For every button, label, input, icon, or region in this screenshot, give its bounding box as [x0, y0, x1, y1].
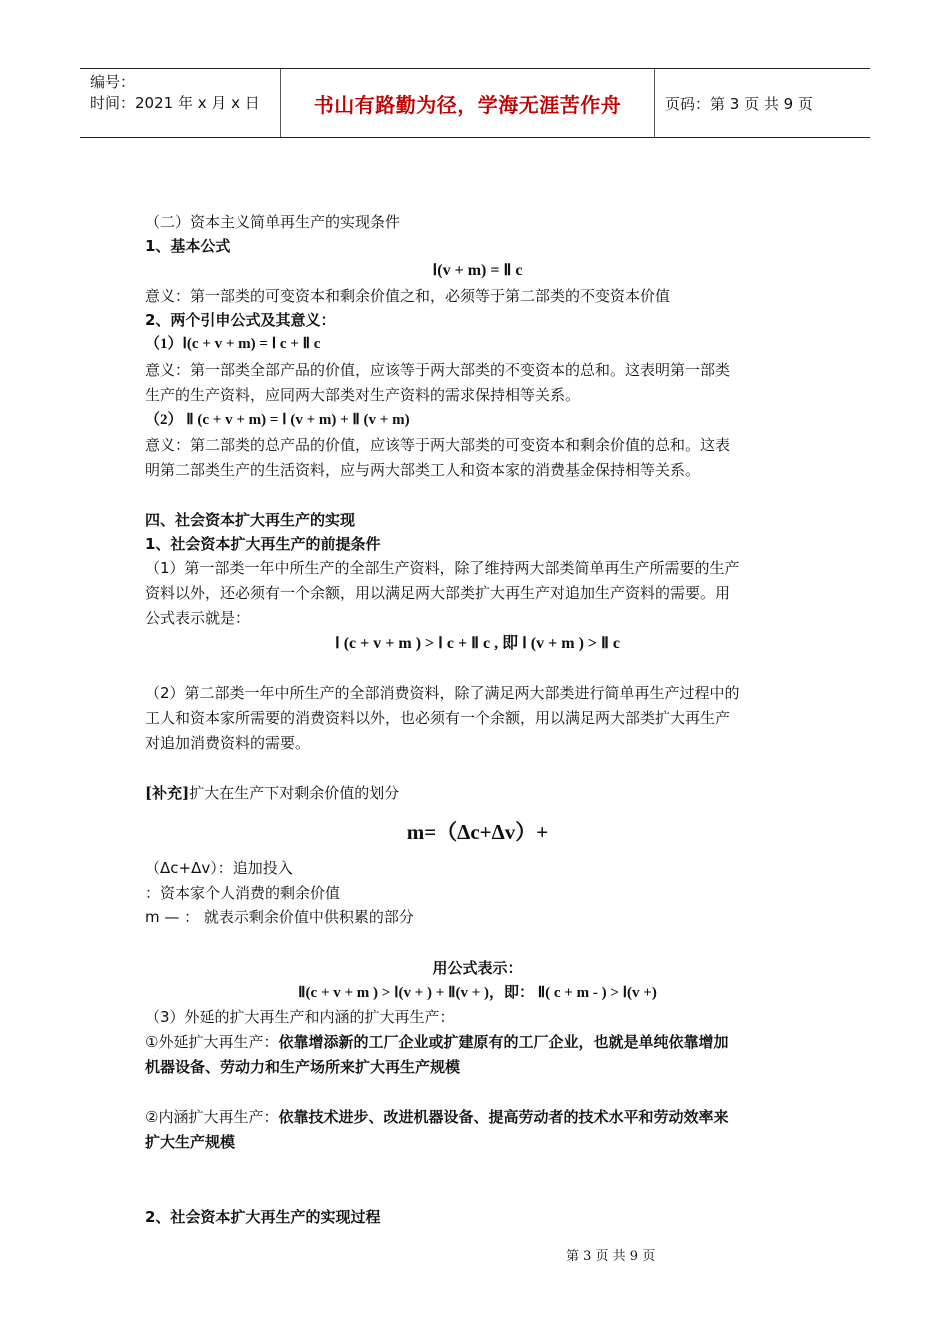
time-label: 时间：2021 年 x 月 x 日 [90, 94, 260, 112]
section-heading: （二）资本主义简单再生产的实现条件 [145, 213, 401, 231]
paragraph-line: ：资本家个人消费的剩余价值 [145, 884, 341, 902]
paragraph-line [145, 1106, 728, 1128]
formula: m=（Δc+Δv）+ [406, 820, 549, 844]
paragraph-line: （1）第一部类一年中所生产的全部生产资料，除了维持两大部类简单再生产所需要的生产 [145, 559, 740, 577]
term-label: ②内涵扩大再生产： [145, 1108, 279, 1126]
paragraph-line: 扩大生产规模 [145, 1133, 236, 1151]
term-label: ①外延扩大再生产： [145, 1033, 279, 1051]
paragraph-line: 意义：第一部类的可变资本和剩余价值之和，必须等于第二部类的不变资本价值 [145, 287, 671, 305]
serial-label: 编号： [90, 73, 136, 91]
term-definition: 依靠技术进步、改进机器设备、提高劳动者的技术水平和劳动效率来 [278, 1108, 729, 1126]
formula: Ⅰ (c + v + m ) > Ⅰ c + Ⅱ c , 即 Ⅰ (v + m ) > Ⅱ c [335, 635, 620, 652]
paragraph-line [145, 1031, 728, 1053]
footer-page-number: 第 3 页 共 9 页 [566, 1249, 656, 1264]
paragraph-line: 意义：第一部类全部产品的价值，应该等于两大部类的不变资本的总和。这表明第一部类 [145, 361, 731, 379]
paragraph-line: （Δc+Δv）：追加投入 [145, 859, 293, 877]
page-label: 页码：第 3 页 共 9 页 [665, 94, 813, 113]
formula-caption: 用公式表示： [432, 959, 523, 977]
supplement-text: 扩大在生产下对剩余价值的划分 [189, 784, 400, 802]
paragraph-line: （2）第二部类一年中所生产的全部消费资料，除了满足两大部类进行简单再生产过程中的 [145, 684, 740, 702]
section-heading: 四、社会资本扩大再生产的实现 [145, 511, 356, 529]
motto: 书山有路勤为径，学海无涯苦作舟 [313, 92, 622, 117]
header-page-cell [655, 69, 870, 137]
paragraph-line: （3）外延的扩大再生产和内涵的扩大再生产： [145, 1008, 455, 1026]
formula: Ⅰ(v + m) = Ⅱ c [432, 262, 523, 279]
paragraph-line: 明第二部类生产的生活资料，应与两大部类工人和资本家的消费基金保持相等关系。 [145, 461, 701, 479]
supplement-tag: [补充] [145, 784, 190, 802]
formula-line: （2） Ⅱ (c + v + m) = Ⅰ (v + m) + Ⅱ (v + m) [145, 412, 410, 428]
paragraph-line: 意义：第二部类的总产品的价值，应该等于两大部类的可变资本和剩余价值的总和。这表 [145, 436, 731, 454]
subheading: 1、社会资本扩大再生产的前提条件 [145, 535, 381, 553]
paragraph-line: 对追加消费资料的需要。 [145, 734, 311, 752]
paragraph-line: 资料以外，还必须有一个余额，用以满足两大部类扩大再生产对追加生产资料的需要。用 [145, 584, 731, 602]
subheading: 2、社会资本扩大再生产的实现过程 [145, 1208, 381, 1226]
paragraph-line: 生产的生产资料，应同两大部类对生产资料的需求保持相等关系。 [145, 386, 581, 404]
paragraph-line: 公式表示就是： [145, 609, 251, 627]
term-definition: 依靠增添新的工厂企业或扩建原有的工厂企业，也就是单纯依靠增加 [278, 1033, 729, 1051]
paragraph-line: 工人和资本家所需要的消费资料以外，也必须有一个余额，用以满足两大部类扩大再生产 [145, 709, 731, 727]
header-motto-cell [281, 69, 655, 137]
supplement-line [145, 782, 399, 804]
paragraph-line: 机器设备、劳动力和生产场所来扩大再生产规模 [145, 1058, 461, 1076]
subheading: 2、两个引申公式及其意义： [145, 311, 336, 329]
subheading: 1、基本公式 [145, 237, 231, 255]
formula-line: （1）Ⅰ(c + v + m) = Ⅰ c + Ⅱ c [145, 336, 321, 352]
header-meta [80, 69, 281, 137]
page-header [80, 68, 870, 138]
formula: Ⅱ(c + v + m ) > Ⅰ(v + ) + Ⅱ(v + )，即： Ⅱ( c + m - ) > Ⅰ(v +) [298, 985, 657, 1001]
paragraph-line: m — ： 就表示剩余价值中供积累的部分 [145, 908, 414, 926]
